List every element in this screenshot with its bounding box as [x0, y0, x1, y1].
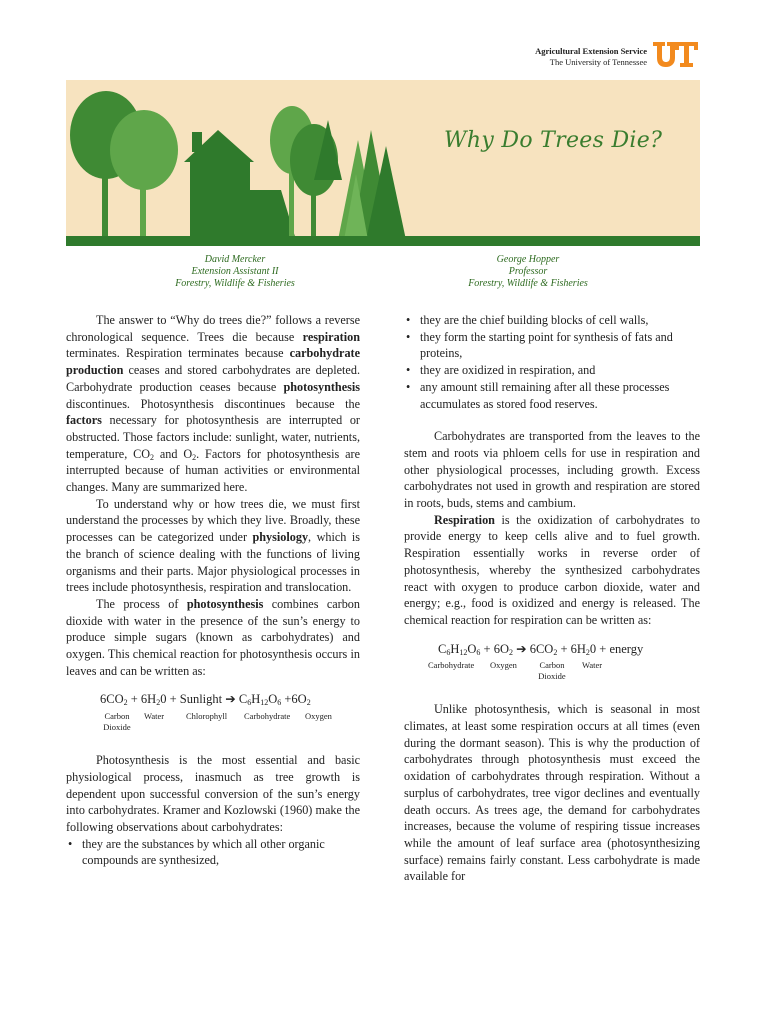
equation-label: Carbon Dioxide	[103, 711, 131, 733]
right-column	[404, 312, 700, 885]
left-column	[66, 312, 360, 869]
equation-label: Carbon Dioxide	[538, 660, 566, 682]
equation-label: Water	[582, 660, 603, 671]
equation-labels	[66, 708, 360, 736]
list-item: • they are the chief building blocks of cell walls,	[404, 312, 700, 329]
list-item: • they are the substances by which all other organic compounds are synthesized,	[66, 836, 360, 869]
equation-label: Oxygen	[490, 660, 517, 671]
paragraph-respiration-seasonal: Unlike photosynthesis, which is seasonal in most climates, at least some respiration occurs at all times (even during the dormant season). This is why the production of carbohydrates through photosynthesis must exceed the oxidation of carbohydrates through respiration. Without a surplus of carbohydrates, tree vigor declines and eventually death occurs. As trees age, the demand for carbohydrates increases, because the volume of respiring tissue increases while the amount of leaf surface area (photosynthesizing surface) remains fairly constant. Less carbohydrate is made available for	[404, 702, 700, 884]
list-item: • they are oxidized in respiration, and	[404, 362, 700, 379]
paragraph-carbohydrates: Photosynthesis is the most essential and basic physiological process, inasmuch as tree growth is dependent upon successful conversion of the sun’s energy into carbohydrates. Kramer and Kozlowski (1960) make the following observations about carbohydrates:	[66, 753, 360, 834]
equation-label: Oxygen	[305, 711, 332, 722]
paragraph-photosynthesis: The process of photosynthesis combines carbon dioxide with water in the presence of the sun’s energy to produce simple sugars (known as carbohydrates) and oxygen. This chemical reaction for photosynthesis occurs in leaves and can be written as:	[66, 596, 360, 678]
paragraph-transport: Carbohydrates are transported from the leaves to the stem and roots via phloem cells for use in respiration and other physiological processes, including growth. Excess carbohydrates not used in growth and respiration are stored in roots, buds, stems and cambium.	[404, 429, 700, 511]
equation-label: Carbohydrate	[244, 711, 291, 722]
list-item: • any amount still remaining after all these processes accumulates as stored food reserves.	[404, 379, 700, 412]
paragraph-intro: The answer to “Why do trees die?” follows a reverse chronological sequence. Trees die because respiration terminates. Respiration terminates because carbohydrate production ceases and stored carbohydrates are depleted. Carbohydrate production ceases because photosynthesis discontinues. Photosynthesis discontinues because the factors necessary for photosynthesis are interrupted or obstructed. Those factors include: sunlight, water, nutrients, temperature, $CO_2$ and $O_2$. Factors for photosynthesis are interrupted because of human activities or environmental changes. Many are summarized here.	[66, 313, 361, 495]
author-department: Forestry, Wildlife & Fisheries	[175, 278, 295, 289]
author-block-2	[408, 254, 648, 290]
agency-name	[535, 46, 647, 68]
paragraph-physiology: To understand why or how trees die, we must first understand the processes by which they live. Broadly, these processes can be categorized under physiology, which is the branch of science dealing with the functions of living organisms and their parts. Major physiological processes in trees include photosynthesis, respiration and translocation.	[66, 496, 360, 595]
equation-label: Water	[144, 711, 165, 722]
equation-formula: $C_6H_{12}O_6 + 6O_2$ ➔ $6CO_2 + 6H_20$ + energy	[438, 641, 644, 657]
equation-label: Chlorophyll	[186, 711, 228, 722]
agency-line-2: The University of Tennessee	[549, 57, 647, 67]
author-name: David Mercker	[204, 254, 266, 265]
bullet-list	[66, 836, 360, 869]
author-title: Extension Assistant II	[191, 266, 279, 277]
page-title: Why Do Trees Die?	[444, 128, 663, 153]
equation-formula: $6CO_2 + 6H_20$ + Sunlight ➔ $C_6H_{12}O_6 +6O_2$	[100, 692, 311, 708]
author-department: Forestry, Wildlife & Fisheries	[468, 278, 588, 289]
author-title: Professor	[508, 266, 548, 277]
equation-labels	[404, 657, 700, 685]
photosynthesis-equation	[66, 691, 360, 736]
respiration-equation	[404, 641, 700, 686]
author-block-1	[115, 254, 355, 290]
banner-ground-bar	[66, 236, 700, 246]
tree-illustration	[66, 80, 700, 240]
ut-logo	[651, 40, 699, 68]
author-name: George Hopper	[496, 254, 560, 265]
bullet-list	[404, 312, 700, 412]
list-item: • they form the starting point for synthesis of fats and proteins,	[404, 329, 700, 362]
paragraph-respiration: Respiration is the oxidization of carbohydrates to provide energy to keep cells alive and to fuel growth. Respiration essentially works in reverse order of photosynthesis, whereby the synthesized carbohydrates react with oxygen to produce carbon dioxide, water and energy; e.g., food is oxidized and energy is released. The chemical reaction for respiration can be written as:	[404, 512, 700, 627]
agency-line-1: Agricultural Extension Service	[535, 46, 647, 56]
equation-label: Carbohydrate	[428, 660, 475, 671]
